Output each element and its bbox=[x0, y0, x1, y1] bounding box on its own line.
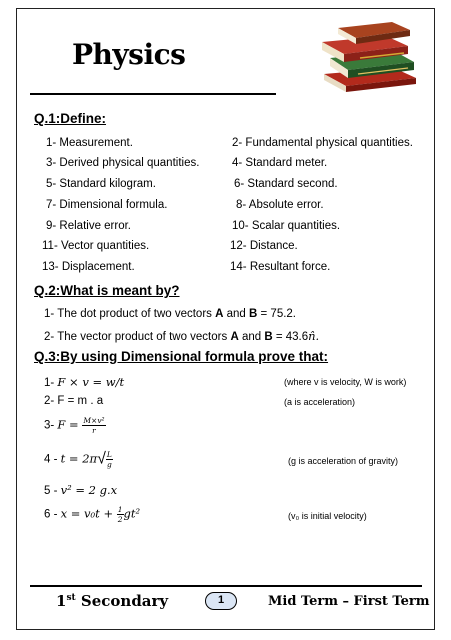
page-title: Physics bbox=[72, 38, 186, 71]
q3-item-1: 1- F × v = w/t bbox=[44, 375, 125, 389]
q1-item: 13- Displacement. bbox=[42, 261, 135, 273]
q3-item-4: 4 - t = 2π√ $\frac{L}{g}$ bbox=[44, 450, 112, 469]
q3-note-1: (where v is velocity, W is work) bbox=[284, 377, 407, 387]
q1-item: 9- Relative error. bbox=[46, 220, 132, 232]
q1-item: 14- Resultant force. bbox=[230, 261, 331, 273]
q1-item: 7- Dimensional formula. bbox=[46, 199, 168, 211]
q3-item-5: 5 - v² = 2 g.x bbox=[44, 483, 118, 497]
q3-note-6: (v₀ is initial velocity) bbox=[288, 511, 367, 521]
q1-item: 3- Derived physical quantities. bbox=[46, 157, 200, 169]
q1-item: 10- Scalar quantities. bbox=[232, 220, 341, 232]
q3-note-4: (g is acceleration of gravity) bbox=[288, 456, 399, 466]
page-number-badge: 1 bbox=[205, 592, 237, 610]
q2-item-1: 1- The dot product of two vectors A and B = 75.2. bbox=[44, 308, 296, 320]
q3-note-2: (a is acceleration) bbox=[284, 397, 356, 407]
q1-item: 2- Fundamental physical quantities. bbox=[232, 137, 413, 149]
fraction: $\frac{L}{g}$ bbox=[106, 450, 112, 469]
q3-item-6: 6 - x = v₀t + $\frac{1}{2}$ gt² bbox=[44, 505, 141, 524]
fraction: $\frac{\text{M×v²}}{r}$ bbox=[83, 416, 105, 435]
footer-grade: 1st Secondary bbox=[56, 592, 169, 610]
footer-rule bbox=[30, 585, 422, 587]
q3-item-3: 3- F = $\frac{\text{M×v²}}{r}$ bbox=[44, 416, 105, 435]
q1-item: 11- Vector quantities. bbox=[42, 240, 150, 252]
q3-item-2: 2- F = m . a bbox=[44, 395, 104, 407]
footer-term: Mid Term – First Term bbox=[268, 594, 430, 609]
fraction: $\frac{1}{2}$ bbox=[117, 505, 123, 524]
title-underline bbox=[30, 93, 276, 95]
q2-item-2: 2- The vector product of two vectors A and B = 43.6n̂. bbox=[44, 329, 320, 343]
q1-item: 6- Standard second. bbox=[234, 178, 338, 190]
q1-item: 1- Measurement. bbox=[46, 137, 133, 149]
books-icon bbox=[316, 18, 422, 92]
q1-item: 4- Standard meter. bbox=[232, 157, 328, 169]
question-2-heading: Q.2:What is meant by? bbox=[34, 283, 180, 298]
question-1-heading: Q.1:Define: bbox=[34, 111, 107, 126]
q1-item: 8- Absolute error. bbox=[236, 199, 324, 211]
q1-item: 5- Standard kilogram. bbox=[46, 178, 156, 190]
q1-item: 12- Distance. bbox=[230, 240, 298, 252]
question-3-heading: Q.3:By using Dimensional formula prove that: bbox=[34, 349, 329, 364]
